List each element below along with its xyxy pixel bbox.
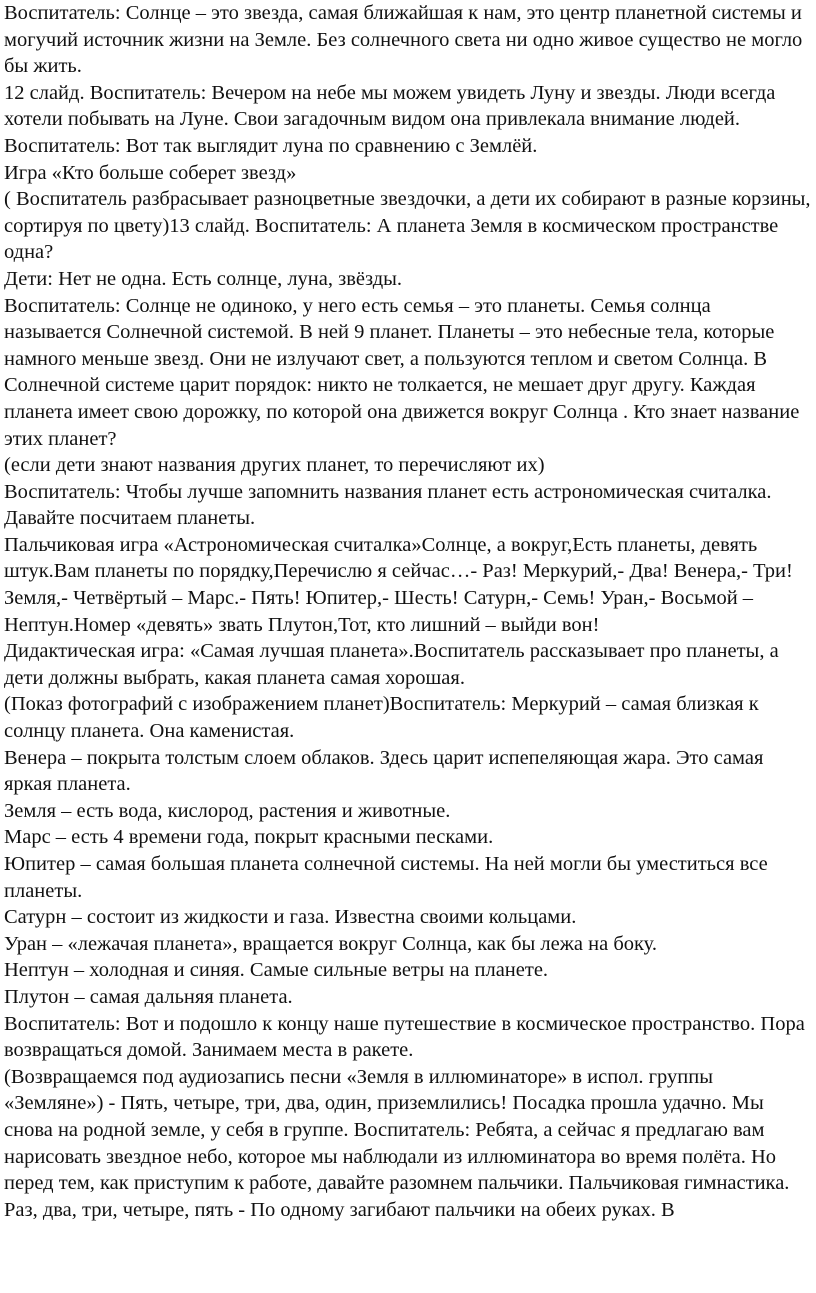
paragraph-venus: Венера – покрыта толстым слоем облаков. Здесь царит испепеляющая жара. Это самая яркая планета. <box>4 746 764 796</box>
paragraph-best-planet-game: Дидактическая игра: «Самая лучшая планета».Воспитатель рассказывает про планеты, а дети должны выбрать, какая планета самая хорошая. <box>4 640 779 689</box>
paragraph-star-game-title: Игра «Кто больше соберет звезд» <box>4 161 297 184</box>
paragraph-jupiter: Юпитер – самая большая планета солнечной системы. На ней могли бы уместиться все планеты. <box>4 853 768 902</box>
paragraph-planet-names-note: (если дети знают названия других планет, то перечисляют их) <box>4 454 545 477</box>
paragraph-pluto: Плутон – самая дальняя планета. <box>4 985 293 1008</box>
paragraph-sun: Воспитатель: Солнце – это звезда, самая ближайшая к нам, это центр планетной системы и могучий источник жизни на Земле. Без солнечного света ни одно живое существо не могло бы жить. <box>4 2 803 78</box>
paragraph-journey-end: Воспитатель: Вот и подошло к концу наше путешествие в космическое пространство. Пора возвращаться домой. Занимаем места в ракете. <box>4 1012 805 1062</box>
paragraph-slide-12: 12 слайд. Воспитатель: Вечером на небе мы можем увидеть Луну и звезды. Люди всегда хотели побывать на Луне. Свои загадочным видом она привлекала внимание людей. <box>4 81 776 131</box>
paragraph-uranus: Уран – «лежачая планета», вращается вокруг Солнца, как бы лежа на боку. <box>4 932 657 955</box>
paragraph-solar-system: Воспитатель: Солнце не одиноко, у него есть семья – это планеты. Семья солнца называется Солнечной системой. В ней 9 планет. Планеты – это небесные тела, которые намного меньше звезд. Они не излучают свет, а пользуются теплом и светом Солнца. В Солнечной системе царит порядок: никто не толкается, не мешает друг другу. Каждая планета имеет свою дорожку, по которой она движется вокруг Солнца . Кто знает название этих планет? <box>4 294 800 450</box>
paragraph-mars: Марс – есть 4 времени года, покрыт красными песками. <box>4 826 494 849</box>
paragraph-saturn: Сатурн – состоит из жидкости и газа. Известна своими кольцами. <box>4 906 577 929</box>
paragraph-moon-compare: Воспитатель: Вот так выглядит луна по сравнению с Землёй. <box>4 134 538 157</box>
paragraph-counting-rhyme: Пальчиковая игра «Астрономическая считалка»Солнце, а вокруг,Есть планеты, девять штук.Вам планеты по порядку,Перечислю я сейчас…- Раз! Меркурий,- Два! Венера,- Три! Земля,- Четвёртый – Марс.- Пять! Юпитер,- Шесть! Сатурн,- Семь! Уран,- Восьмой – Нептун.Номер «девять» звать Плутон,Тот, кто лишний – выйди вон! <box>4 533 793 636</box>
paragraph-neptune: Нептун – холодная и синяя. Самые сильные ветры на планете. <box>4 959 549 982</box>
paragraph-counting-rhyme-intro: Воспитатель: Чтобы лучше запомнить названия планет есть астрономическая считалка. Давайте посчитаем планеты. <box>4 480 772 530</box>
paragraph-children-answer: Дети: Нет не одна. Есть солнце, луна, звёзды. <box>4 267 403 290</box>
paragraph-earth: Земля – есть вода, кислород, растения и животные. <box>4 799 451 822</box>
paragraph-return-home: (Возвращаемся под аудиозапись песни «Земля в иллюминаторе» в испол. группы «Земляне») - Пять, четыре, три, два, один, приземлились! Посадка прошла удачно. Мы снова на родной земле, у себя в группе. Воспитатель: Ребята, а сейчас я предлагаю вам нарисовать звездное небо, которое мы наблюдали из иллюминатора во время полёта. Но перед тем, как приступим к работе, давайте разомнем пальчики. Пальчиковая гимнастика. Раз, два, три, четыре, пять - По одному загибают пальчики на обеих руках. В <box>4 1065 790 1221</box>
paragraph-star-game: ( Воспитатель разбрасывает разноцветные звездочки, а дети их собирают в разные корзины, сортируя по цвету)13 слайд. Воспитатель: А планета Земля в космическом пространстве одна? <box>4 188 811 264</box>
document-body <box>4 0 812 1223</box>
paragraph-mercury: (Показ фотографий с изображением планет)Воспитатель: Меркурий – самая близкая к солнцу планета. Она каменистая. <box>4 693 759 743</box>
